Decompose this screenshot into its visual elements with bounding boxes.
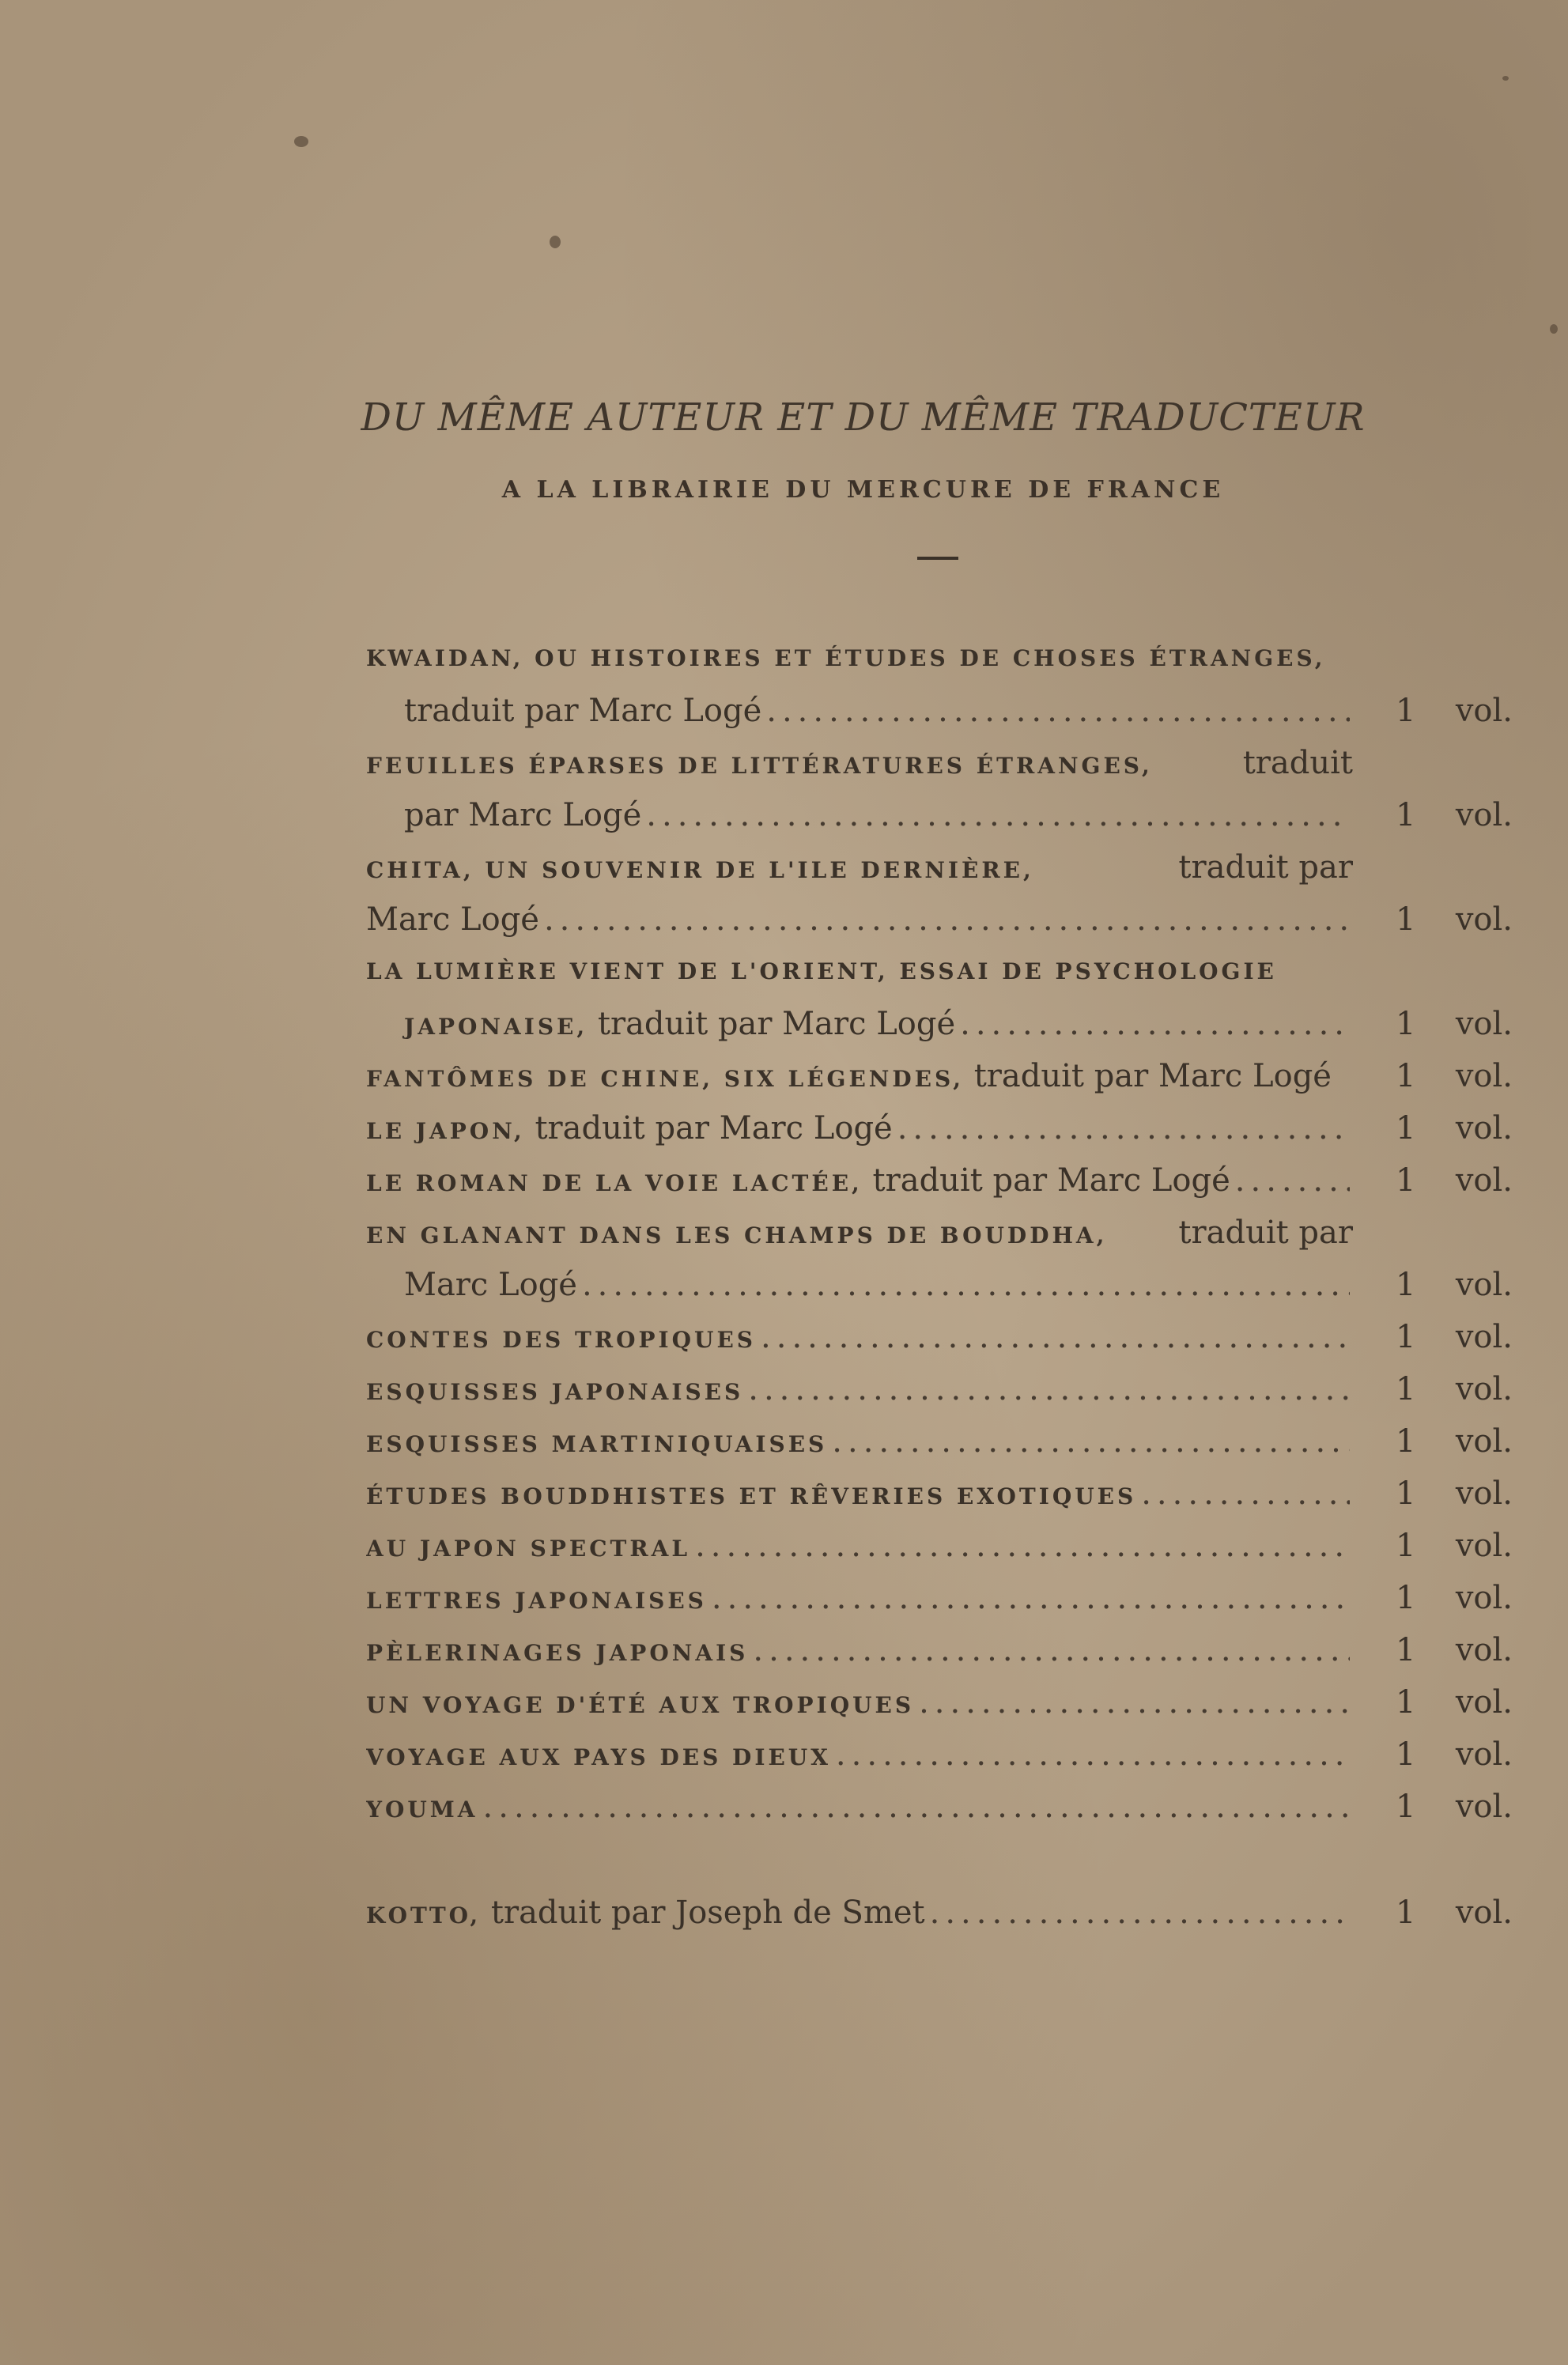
paper-speck xyxy=(1502,76,1509,81)
volume-count: 1 xyxy=(1396,1684,1416,1721)
volume-unit: vol. xyxy=(1455,1632,1513,1668)
translator-credit: traduit par Marc Logé xyxy=(597,1006,956,1042)
volume-unit: vol. xyxy=(1455,1162,1513,1199)
book-title: LA LUMIÈRE VIENT DE L'ORIENT, ESSAI DE PSYCHOLOGIE xyxy=(366,958,1277,984)
volume-count: 1 xyxy=(1396,1371,1416,1407)
book-title: ÉTUDES BOUDDHISTES ET RÊVERIES EXOTIQUES xyxy=(366,1483,1137,1509)
book-title: UN VOYAGE D'ÉTÉ AUX TROPIQUES xyxy=(366,1692,915,1718)
list-item xyxy=(366,946,1513,1050)
paper-speck xyxy=(294,136,308,147)
volume-unit: vol. xyxy=(1455,1319,1513,1355)
volume-count: 1 xyxy=(1396,901,1416,938)
leader-dots xyxy=(748,1363,1350,1415)
publisher-subtitle: A LA LIBRAIRIE DU MERCURE DE FRANCE xyxy=(501,476,1225,504)
book-list xyxy=(366,633,1513,1939)
volume-unit: vol. xyxy=(1455,1475,1513,1512)
volume-unit: vol. xyxy=(1455,1528,1513,1564)
leader-dots xyxy=(960,998,1350,1050)
book-title: LE ROMAN DE LA VOIE LACTÉE, xyxy=(366,1170,863,1196)
volume-count: 1 xyxy=(1396,1162,1416,1199)
book-title: YOUMA xyxy=(366,1796,478,1823)
volume-count: 1 xyxy=(1396,797,1416,833)
section-gap xyxy=(366,1833,1513,1887)
book-title: ESQUISSES JAPONAISES xyxy=(366,1379,744,1405)
list-item-kotto xyxy=(366,1887,1513,1939)
volume-count: 1 xyxy=(1396,1632,1416,1668)
list-item xyxy=(366,1050,1513,1102)
volume-count: 1 xyxy=(1396,1058,1416,1094)
volume-count: 1 xyxy=(1396,1736,1416,1773)
book-title: ESQUISSES MARTINIQUAISES xyxy=(366,1431,828,1457)
book-title: CONTES DES TROPIQUES xyxy=(366,1327,757,1353)
volume-count: 1 xyxy=(1396,1006,1416,1042)
book-title: EN GLANANT DANS LES CHAMPS DE BOUDDHA, xyxy=(366,1222,1108,1249)
volume-unit: vol. xyxy=(1455,1423,1513,1460)
volume-unit: vol. xyxy=(1455,1684,1513,1721)
volume-unit: vol. xyxy=(1455,901,1513,938)
book-title: FEUILLES ÉPARSES DE LITTÉRATURES ÉTRANGES, xyxy=(366,753,1153,779)
volume-unit: vol. xyxy=(1455,693,1513,729)
divider-rule xyxy=(917,557,958,560)
list-item xyxy=(366,633,1513,737)
translator-credit: par Marc Logé xyxy=(404,797,642,833)
list-item xyxy=(366,1415,1513,1468)
leader-dots xyxy=(544,893,1350,946)
list-item xyxy=(366,1102,1513,1154)
list-item xyxy=(366,1311,1513,1363)
leader-dots xyxy=(483,1781,1350,1833)
leader-dots xyxy=(753,1624,1350,1676)
volume-count: 1 xyxy=(1396,1528,1416,1564)
book-title: KOTTO, xyxy=(366,1902,482,1929)
volume-unit: vol. xyxy=(1455,1895,1513,1931)
leader-dots xyxy=(832,1415,1350,1468)
leader-dots xyxy=(930,1887,1350,1939)
volume-unit: vol. xyxy=(1455,797,1513,833)
volume-unit: vol. xyxy=(1455,1580,1513,1616)
list-item xyxy=(366,1207,1513,1311)
translator-credit: traduit xyxy=(1242,745,1353,781)
list-item xyxy=(366,1468,1513,1520)
leader-dots xyxy=(695,1520,1350,1572)
book-title: AU JAPON SPECTRAL xyxy=(366,1536,691,1562)
list-item xyxy=(366,841,1513,946)
book-title: FANTÔMES DE CHINE, SIX LÉGENDES, xyxy=(366,1066,964,1092)
leader-dots xyxy=(646,789,1350,841)
translator-credit: traduit par Marc Logé xyxy=(872,1162,1230,1199)
volume-count: 1 xyxy=(1396,1267,1416,1303)
volume-count: 1 xyxy=(1396,693,1416,729)
paper-speck xyxy=(550,236,561,248)
volume-count: 1 xyxy=(1396,1789,1416,1825)
leader-dots xyxy=(766,685,1350,737)
book-title: PÈLERINAGES JAPONAIS xyxy=(366,1640,749,1666)
volume-count: 1 xyxy=(1396,1895,1416,1931)
book-title-cont: JAPONAISE, xyxy=(404,1014,588,1040)
translator-credit: traduit par Marc Logé xyxy=(973,1058,1332,1094)
translator-credit: Marc Logé xyxy=(366,901,539,938)
volume-unit: vol. xyxy=(1455,1058,1513,1094)
volume-count: 1 xyxy=(1396,1580,1416,1616)
translator-credit: Marc Logé xyxy=(404,1267,577,1303)
leader-dots xyxy=(1235,1154,1350,1207)
leader-dots xyxy=(836,1728,1350,1781)
volume-count: 1 xyxy=(1396,1475,1416,1512)
list-item xyxy=(366,737,1513,841)
book-title: CHITA, UN SOUVENIR DE L'ILE DERNIÈRE, xyxy=(366,857,1034,883)
list-item xyxy=(366,1676,1513,1728)
leader-dots xyxy=(897,1102,1350,1154)
translator-credit: traduit par Marc Logé xyxy=(535,1110,893,1147)
page-title: DU MÊME AUTEUR ET DU MÊME TRADUCTEUR xyxy=(361,395,1366,440)
book-title: LE JAPON, xyxy=(366,1118,525,1144)
book-title: VOYAGE AUX PAYS DES DIEUX xyxy=(366,1744,831,1770)
list-item xyxy=(366,1624,1513,1676)
volume-unit: vol. xyxy=(1455,1267,1513,1303)
leader-dots xyxy=(1141,1468,1350,1520)
volume-unit: vol. xyxy=(1455,1789,1513,1825)
book-title: KWAIDAN, OU HISTOIRES ET ÉTUDES DE CHOSES ÉTRANGES, xyxy=(366,645,1326,671)
book-title: LETTRES JAPONAISES xyxy=(366,1588,707,1614)
volume-count: 1 xyxy=(1396,1423,1416,1460)
list-item xyxy=(366,1572,1513,1624)
leader-dots xyxy=(712,1572,1350,1624)
list-item xyxy=(366,1520,1513,1572)
list-item xyxy=(366,1363,1513,1415)
volume-count: 1 xyxy=(1396,1319,1416,1355)
leader-dots xyxy=(761,1311,1350,1363)
leader-dots xyxy=(919,1676,1350,1728)
leader-dots xyxy=(582,1259,1350,1311)
paper-speck xyxy=(1550,324,1558,334)
list-item xyxy=(366,1154,1513,1207)
list-item xyxy=(366,1781,1513,1833)
volume-unit: vol. xyxy=(1455,1110,1513,1147)
volume-unit: vol. xyxy=(1455,1371,1513,1407)
volume-count: 1 xyxy=(1396,1110,1416,1147)
translator-credit: traduit par xyxy=(1178,1215,1353,1251)
translator-credit: traduit par xyxy=(1178,849,1353,886)
volume-unit: vol. xyxy=(1455,1006,1513,1042)
translator-credit: traduit par Marc Logé xyxy=(404,693,762,729)
translator-credit: traduit par Joseph de Smet xyxy=(490,1895,925,1931)
list-item xyxy=(366,1728,1513,1781)
volume-unit: vol. xyxy=(1455,1736,1513,1773)
